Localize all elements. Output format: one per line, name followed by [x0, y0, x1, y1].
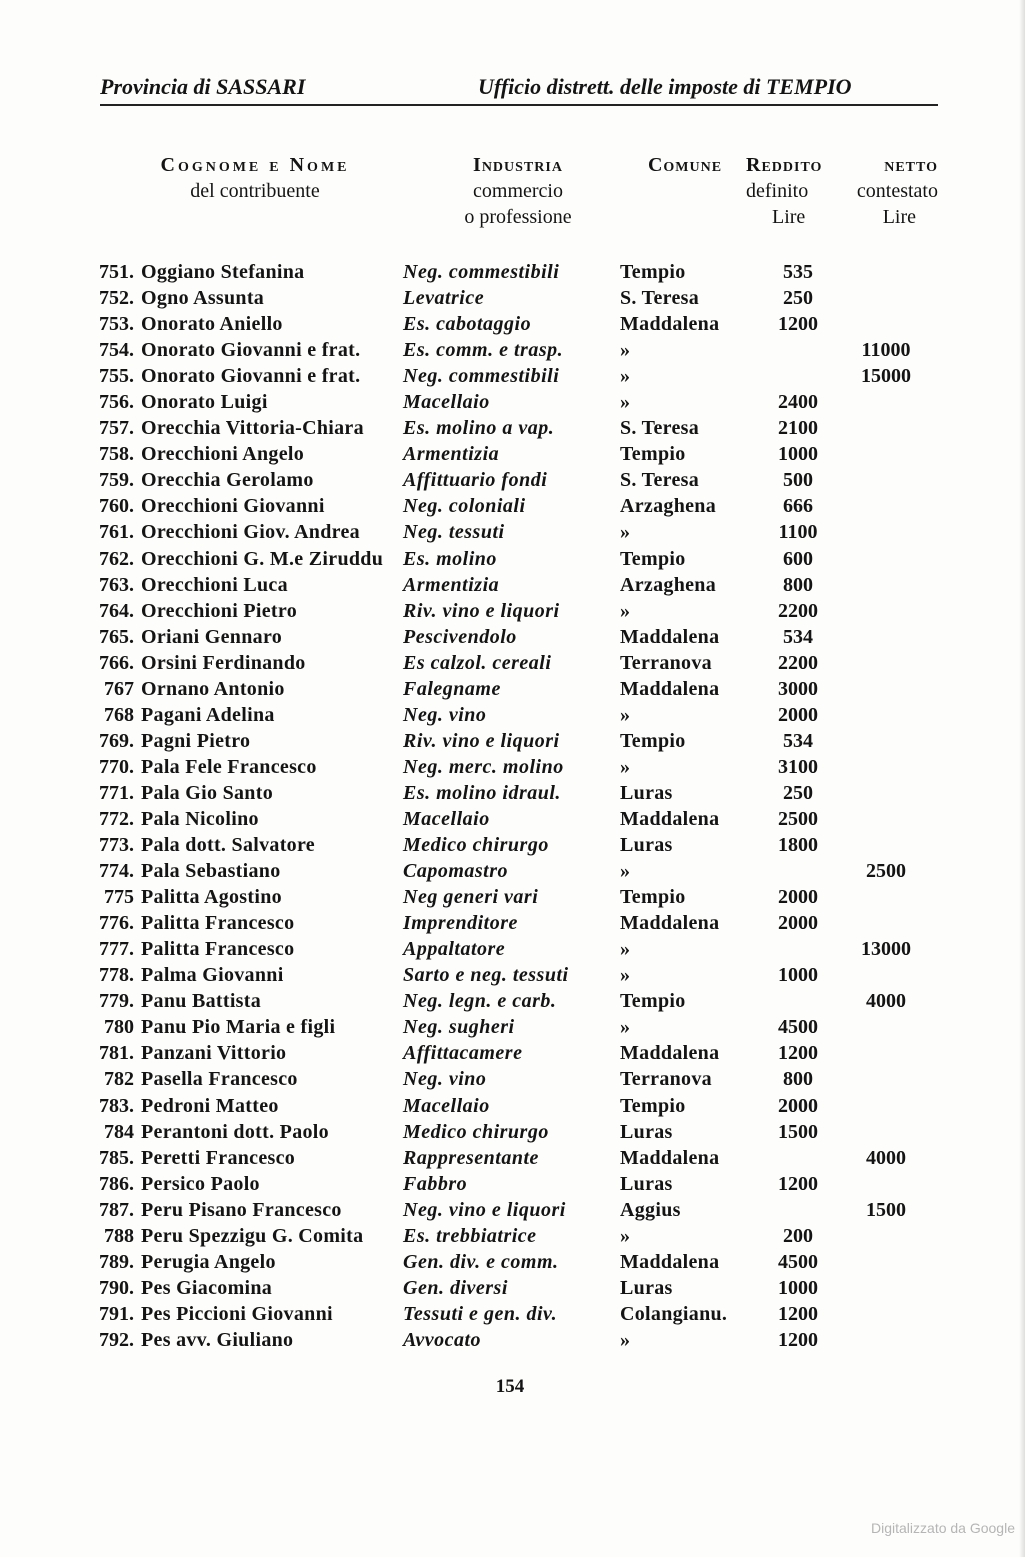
taxpayer-name: Pedroni Matteo — [141, 1094, 279, 1117]
comune: S. Teresa — [620, 417, 700, 440]
taxpayer-name: Pagani Adelina — [141, 703, 275, 726]
income-contested: 2500 — [866, 860, 906, 883]
comune: S. Teresa — [620, 469, 700, 492]
taxpayer-name: Palitta Francesco — [141, 938, 295, 961]
entry-number: 776. — [99, 912, 134, 935]
income-defined: 250 — [783, 781, 813, 804]
comune: Maddalena — [620, 313, 720, 336]
table-row — [0, 1119, 1025, 1145]
table-row — [0, 1249, 1025, 1275]
taxpayer-name: Perantoni dott. Paolo — [141, 1120, 329, 1143]
industry: Es calzol. cereali — [403, 651, 552, 674]
entry-number: 766. — [99, 651, 134, 674]
taxpayer-name: Orecchioni G. M.e Ziruddu — [141, 547, 384, 570]
table-row — [0, 441, 1025, 467]
income-defined: 1000 — [778, 443, 818, 466]
taxpayer-name: Orsini Ferdinando — [141, 651, 306, 674]
income-defined: 534 — [783, 625, 813, 648]
entry-number: 792. — [99, 1328, 134, 1351]
taxpayer-list — [0, 259, 1025, 1353]
industry: Macellaio — [403, 807, 490, 830]
entry-number: 754. — [99, 339, 134, 362]
income-contested: 1500 — [866, 1198, 906, 1221]
entry-number: 780 — [104, 1016, 134, 1039]
income-defined: 666 — [783, 495, 813, 518]
entry-number: 783. — [99, 1094, 134, 1117]
table-row — [0, 467, 1025, 493]
entry-number: 775 — [104, 886, 134, 909]
entry-number: 760. — [99, 495, 134, 518]
comune: Maddalena — [620, 1042, 720, 1065]
comune: Tempio — [620, 261, 686, 283]
industry: Affittacamere — [403, 1042, 523, 1065]
taxpayer-name: Orecchioni Angelo — [141, 443, 305, 466]
table-row — [0, 650, 1025, 676]
page-number: 154 — [495, 1376, 525, 1397]
table-row — [0, 1197, 1025, 1223]
taxpayer-name: Panzani Vittorio — [141, 1042, 287, 1065]
comune: Luras — [620, 1120, 673, 1143]
entry-number: 769. — [99, 729, 134, 752]
entry-number: 763. — [99, 573, 134, 596]
comune: Tempio — [620, 1094, 686, 1117]
taxpayer-name: Oriani Gennaro — [141, 625, 283, 648]
income-defined: 4500 — [778, 1250, 818, 1273]
table-row — [0, 493, 1025, 519]
income-contested: 4000 — [866, 1146, 906, 1169]
column-header-lire-definito: Lire — [772, 206, 806, 228]
entry-number: 771. — [99, 781, 134, 804]
industry: Falegname — [403, 677, 501, 700]
comune: Luras — [620, 834, 673, 857]
table-row — [0, 754, 1025, 780]
entry-number: 767 — [104, 677, 134, 700]
entry-number: 779. — [99, 990, 134, 1013]
industry: Neg. sugheri — [403, 1016, 515, 1039]
comune: » — [620, 1016, 631, 1039]
entry-number: 777. — [99, 938, 134, 961]
income-defined: 2000 — [778, 886, 818, 909]
comune: » — [620, 964, 631, 987]
comune: Arzaghena — [620, 573, 717, 596]
taxpayer-name: Pagni Pietro — [141, 729, 251, 752]
income-defined: 2200 — [778, 651, 818, 674]
table-row — [0, 780, 1025, 806]
taxpayer-name: Pasella Francesco — [141, 1068, 298, 1091]
taxpayer-name: Ogno Assunta — [141, 287, 265, 310]
taxpayer-name: Onorato Aniello — [141, 313, 283, 336]
taxpayer-name: Palitta Agostino — [141, 886, 282, 909]
taxpayer-name: Orecchioni Luca — [141, 573, 288, 596]
page-edge-shadow — [1019, 0, 1025, 1557]
industry: Sarto e neg. tessuti — [403, 964, 569, 987]
income-defined: 200 — [783, 1224, 813, 1247]
entry-number: 772. — [99, 807, 134, 830]
comune: Tempio — [620, 990, 686, 1013]
income-defined: 500 — [783, 469, 813, 492]
table-row — [0, 858, 1025, 884]
industry: Neg. vino — [403, 1068, 487, 1091]
table-row — [0, 728, 1025, 754]
comune: » — [620, 339, 631, 362]
table-row — [0, 311, 1025, 337]
industry: Avvocato — [403, 1328, 482, 1351]
taxpayer-name: Orecchioni Pietro — [141, 599, 297, 622]
industry: Neg. legn. e carb. — [403, 990, 557, 1013]
taxpayer-name: Peru Pisano Francesco — [141, 1198, 342, 1221]
taxpayer-name: Panu Battista — [141, 990, 262, 1013]
table-row — [0, 1223, 1025, 1249]
column-header-industry — [448, 152, 588, 230]
comune: Tempio — [620, 547, 686, 570]
income-defined: 535 — [783, 261, 813, 283]
income-defined: 1200 — [778, 313, 818, 336]
table-row — [0, 572, 1025, 598]
industry: Tessuti e gen. div. — [403, 1302, 558, 1325]
taxpayer-name: Orecchia Gerolamo — [141, 469, 314, 492]
taxpayer-name: Ornano Antonio — [141, 677, 285, 700]
industry: Es. trebbiatrice — [403, 1224, 537, 1247]
table-row — [0, 936, 1025, 962]
taxpayer-name: Orecchioni Giov. Andrea — [141, 521, 360, 544]
table-row — [0, 624, 1025, 650]
income-defined: 2400 — [778, 391, 818, 414]
comune: Maddalena — [620, 807, 720, 830]
table-row — [0, 519, 1025, 545]
income-defined: 1100 — [778, 521, 818, 544]
entry-number: 790. — [99, 1276, 134, 1299]
entry-number: 762. — [99, 547, 134, 570]
industry: Riv. vino e liquori — [403, 729, 560, 752]
income-defined: 1000 — [778, 1276, 818, 1299]
table-row — [0, 546, 1025, 572]
comune: Tempio — [620, 443, 686, 466]
income-defined: 534 — [783, 729, 813, 752]
entry-number: 755. — [99, 365, 134, 388]
income-defined: 2200 — [778, 599, 818, 622]
income-defined: 250 — [783, 287, 813, 310]
industry: Neg. tessuti — [403, 521, 505, 544]
table-row — [0, 1301, 1025, 1327]
entry-number: 782 — [104, 1068, 134, 1091]
column-header-industry-line2: commercio — [473, 180, 563, 202]
income-defined: 2100 — [778, 417, 818, 440]
table-row — [0, 598, 1025, 624]
taxpayer-name: Pes Piccioni Giovanni — [141, 1302, 333, 1325]
industry: Macellaio — [403, 391, 490, 414]
table-row — [0, 1275, 1025, 1301]
industry: Es. molino — [403, 547, 497, 570]
industry: Neg generi vari — [403, 886, 539, 909]
comune: Aggius — [620, 1198, 681, 1221]
entry-number: 778. — [99, 964, 134, 987]
entry-number: 774. — [99, 860, 134, 883]
industry: Capomastro — [403, 860, 509, 883]
column-header-name-title: Cognome e Nome — [160, 154, 350, 176]
table-row — [0, 806, 1025, 832]
comune: » — [620, 938, 631, 961]
entry-number: 770. — [99, 755, 134, 778]
industry: Neg. coloniali — [403, 495, 526, 518]
taxpayer-name: Orecchia Vittoria-Chiara — [141, 417, 364, 440]
income-defined: 600 — [783, 547, 813, 570]
comune: » — [620, 1224, 631, 1247]
comune: S. Teresa — [620, 287, 700, 310]
table-row — [0, 337, 1025, 363]
entry-number: 785. — [99, 1146, 134, 1169]
column-header-reddito — [742, 152, 942, 230]
income-defined: 800 — [783, 573, 813, 596]
entry-number: 752. — [99, 287, 134, 310]
column-header-name-subtitle: del contribuente — [190, 180, 320, 202]
industry: Gen. div. e comm. — [403, 1250, 559, 1273]
table-row — [0, 832, 1025, 858]
entry-number: 773. — [99, 834, 134, 857]
industry: Appaltatore — [403, 938, 506, 961]
industry: Neg. vino — [403, 703, 487, 726]
industry: Levatrice — [403, 287, 485, 310]
industry: Imprenditore — [403, 912, 518, 935]
income-defined: 1200 — [778, 1302, 818, 1325]
income-defined: 1200 — [778, 1172, 818, 1195]
table-row — [0, 1040, 1025, 1066]
entry-number: 765. — [99, 625, 134, 648]
header-rule — [100, 104, 938, 106]
taxpayer-name: Palitta Francesco — [141, 912, 295, 935]
table-row — [0, 1093, 1025, 1119]
income-contested: 11000 — [861, 339, 911, 362]
entry-number: 761. — [99, 521, 134, 544]
industry: Riv. vino e liquori — [403, 599, 560, 622]
industry: Es. molino idraul. — [403, 781, 561, 804]
income-defined: 1800 — [778, 834, 818, 857]
comune: Terranova — [620, 651, 712, 674]
column-header-comune — [630, 152, 740, 178]
comune: Tempio — [620, 729, 686, 752]
income-contested: 13000 — [861, 938, 911, 961]
taxpayer-name: Pes avv. Giuliano — [141, 1328, 294, 1351]
industry: Es. molino a vap. — [403, 417, 555, 440]
comune: Luras — [620, 781, 673, 804]
table-row — [0, 1066, 1025, 1092]
taxpayer-name: Onorato Luigi — [141, 391, 268, 414]
taxpayer-name: Panu Pio Maria e figli — [141, 1016, 336, 1039]
industry: Pescivendolo — [403, 625, 517, 648]
comune: » — [620, 703, 631, 726]
entry-number: 791. — [99, 1302, 134, 1325]
comune: Luras — [620, 1172, 673, 1195]
industry: Medico chirurgo — [403, 834, 549, 857]
column-header-netto-title: netto — [884, 154, 938, 176]
taxpayer-name: Palma Giovanni — [141, 964, 284, 987]
industry: Medico chirurgo — [403, 1120, 549, 1143]
column-header-industry-title: Industria — [473, 154, 563, 176]
taxpayer-name: Pala Fele Francesco — [141, 755, 317, 778]
income-defined: 2000 — [778, 703, 818, 726]
table-row — [0, 415, 1025, 441]
taxpayer-name: Perugia Angelo — [141, 1250, 276, 1273]
comune: » — [620, 755, 631, 778]
comune: Maddalena — [620, 912, 720, 935]
taxpayer-name: Onorato Giovanni e frat. — [141, 365, 361, 388]
column-header-name — [120, 152, 390, 204]
header-office: Ufficio distrett. delle imposte di TEMPIO — [478, 74, 852, 99]
entry-number: 751. — [99, 261, 134, 283]
comune: Tempio — [620, 886, 686, 909]
comune: Arzaghena — [620, 495, 717, 518]
industry: Affittuario fondi — [403, 469, 548, 492]
comune: Maddalena — [620, 625, 720, 648]
taxpayer-name: Peretti Francesco — [141, 1146, 296, 1169]
industry: Gen. diversi — [403, 1276, 508, 1299]
table-row — [0, 676, 1025, 702]
taxpayer-name: Pala dott. Salvatore — [141, 834, 315, 857]
table-row — [0, 1145, 1025, 1171]
taxpayer-name: Pala Sebastiano — [141, 860, 281, 883]
industry: Armentizia — [403, 443, 500, 466]
industry: Es. comm. e trasp. — [403, 339, 564, 362]
header-province: Provincia di SASSARI — [100, 74, 306, 99]
table-row — [0, 962, 1025, 988]
table-row — [0, 285, 1025, 311]
income-defined: 1500 — [778, 1120, 818, 1143]
comune: Luras — [620, 1276, 673, 1299]
income-defined: 1200 — [778, 1328, 818, 1351]
comune: Maddalena — [620, 1146, 720, 1169]
industry: Neg. vino e liquori — [403, 1198, 566, 1221]
table-row — [0, 363, 1025, 389]
comune: » — [620, 391, 631, 414]
table-row — [0, 389, 1025, 415]
income-defined: 800 — [783, 1068, 813, 1091]
entry-number: 781. — [99, 1042, 134, 1065]
running-header — [100, 74, 938, 106]
table-row — [0, 1327, 1025, 1353]
entry-number: 759. — [99, 469, 134, 492]
table-row — [0, 910, 1025, 936]
income-defined: 1200 — [778, 1042, 818, 1065]
table-row — [0, 259, 1025, 285]
industry: Rappresentante — [403, 1146, 539, 1169]
comune: » — [620, 599, 631, 622]
industry: Armentizia — [403, 573, 500, 596]
column-header-reddito-title: Reddito — [746, 154, 823, 176]
comune: » — [620, 521, 631, 544]
industry: Neg. merc. molino — [403, 755, 564, 778]
digitization-credit: Digitalizzato da Google — [871, 1520, 1015, 1536]
income-defined: 2000 — [778, 1094, 818, 1117]
industry: Fabbro — [403, 1172, 468, 1195]
entry-number: 758. — [99, 443, 134, 466]
taxpayer-name: Oggiano Stefanina — [141, 261, 305, 283]
taxpayer-name: Onorato Giovanni e frat. — [141, 339, 361, 362]
entry-number: 756. — [99, 391, 134, 414]
taxpayer-name: Peru Spezzigu G. Comita — [141, 1224, 364, 1247]
entry-number: 788 — [104, 1224, 134, 1247]
entry-number: 768 — [104, 703, 134, 726]
table-row — [0, 1014, 1025, 1040]
comune: » — [620, 1328, 631, 1351]
comune: Colangianu. — [620, 1302, 728, 1325]
comune: Maddalena — [620, 677, 720, 700]
industry: Neg. commestibili — [403, 365, 560, 388]
entry-number: 786. — [99, 1172, 134, 1195]
income-defined: 4500 — [778, 1016, 818, 1039]
income-defined: 2000 — [778, 912, 818, 935]
taxpayer-name: Orecchioni Giovanni — [141, 495, 325, 518]
column-header-industry-line3: o professione — [464, 206, 572, 228]
income-defined: 1000 — [778, 964, 818, 987]
entry-number: 764. — [99, 599, 134, 622]
income-contested: 4000 — [866, 990, 906, 1013]
industry: Macellaio — [403, 1094, 490, 1117]
column-header-comune-title: Comune — [647, 154, 723, 176]
table-row — [0, 988, 1025, 1014]
comune: » — [620, 365, 631, 388]
taxpayer-name: Persico Paolo — [141, 1172, 260, 1195]
table-row — [0, 884, 1025, 910]
entry-number: 787. — [99, 1198, 134, 1221]
column-header-contestato: contestato — [856, 180, 938, 202]
entry-number: 784 — [104, 1120, 134, 1143]
table-row — [0, 1171, 1025, 1197]
entry-number: 757. — [99, 417, 134, 440]
income-defined: 3100 — [778, 755, 818, 778]
comune: Maddalena — [620, 1250, 720, 1273]
industry: Es. cabotaggio — [403, 313, 532, 336]
income-contested: 15000 — [861, 365, 911, 388]
column-header-definito: definito — [746, 180, 809, 202]
industry: Neg. commestibili — [403, 261, 560, 283]
entry-number: 753. — [99, 313, 134, 336]
taxpayer-name: Pala Gio Santo — [141, 781, 273, 804]
table-row — [0, 702, 1025, 728]
taxpayer-name: Pes Giacomina — [141, 1276, 273, 1299]
column-header-lire-contestato: Lire — [882, 206, 916, 228]
income-defined: 2500 — [778, 807, 818, 830]
comune: Terranova — [620, 1068, 712, 1091]
income-defined: 3000 — [778, 677, 818, 700]
entry-number: 789. — [99, 1250, 134, 1273]
comune: » — [620, 860, 631, 883]
taxpayer-name: Pala Nicolino — [141, 807, 259, 830]
